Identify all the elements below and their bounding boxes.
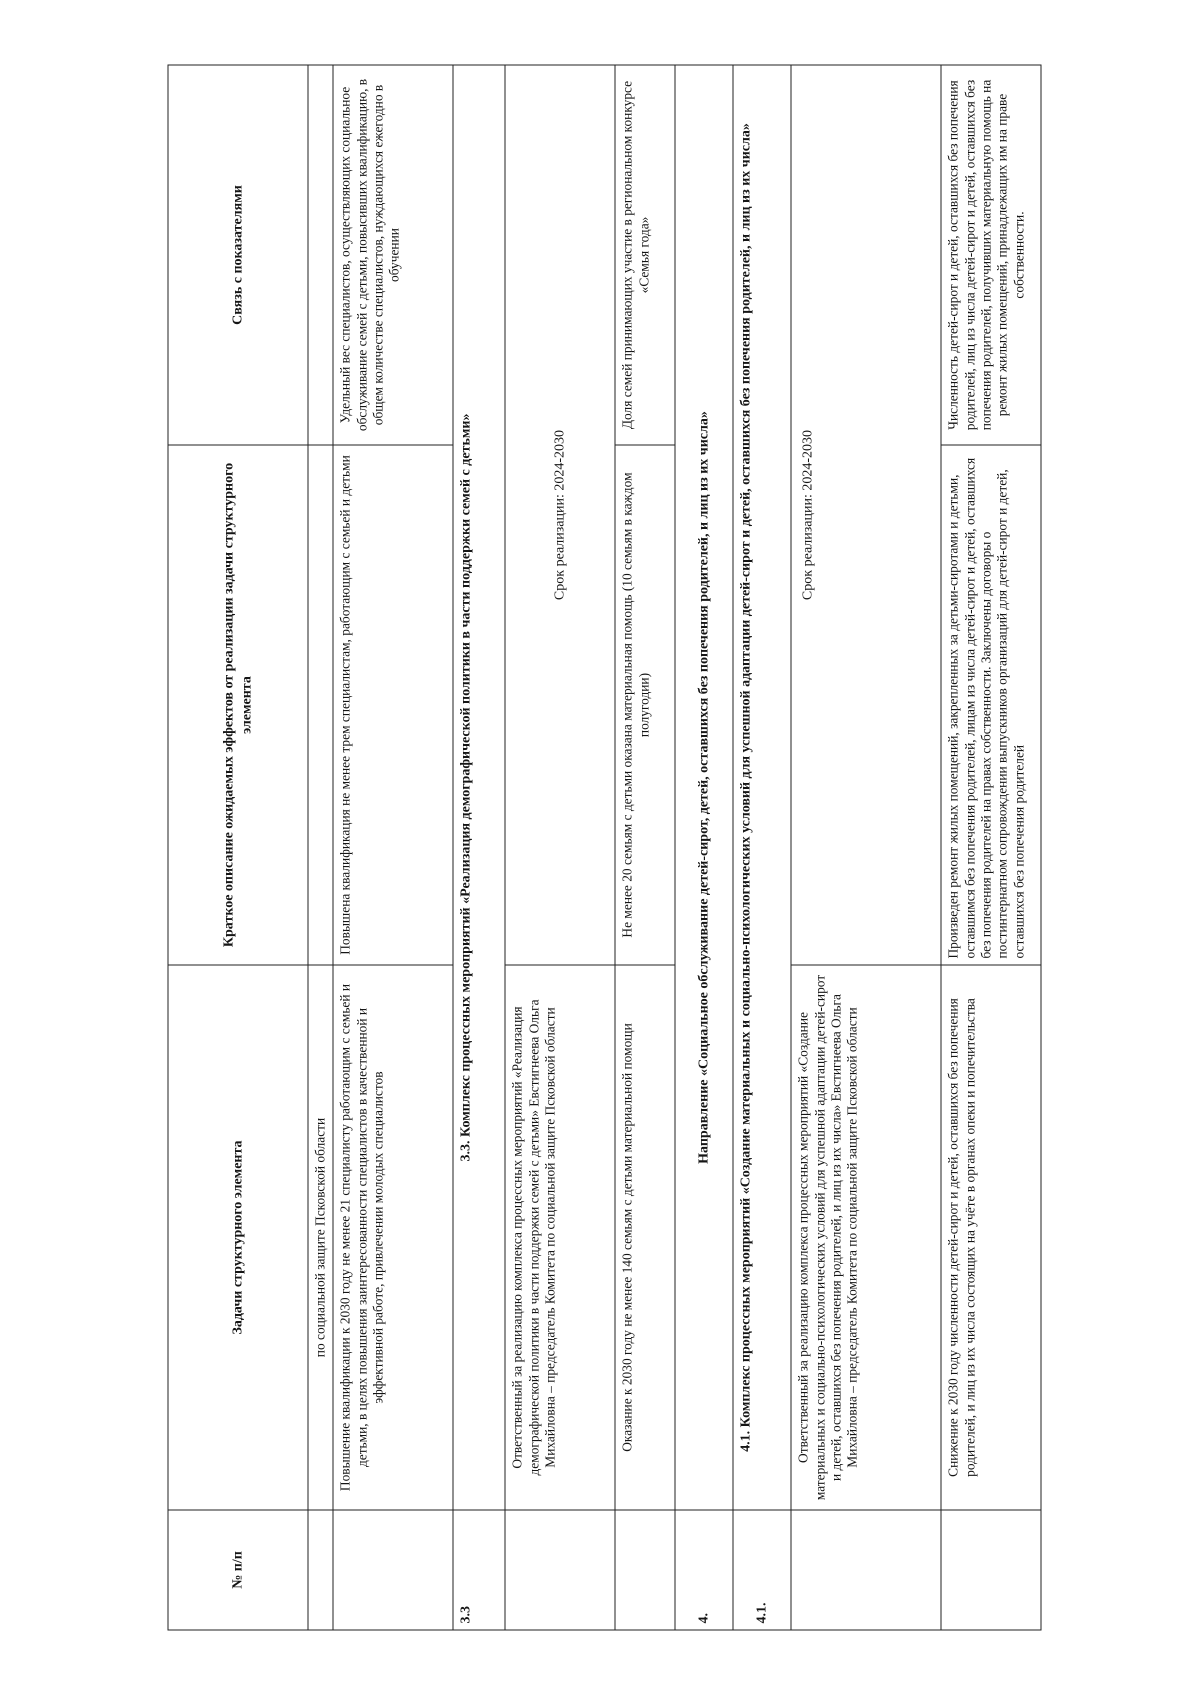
structural-elements-table xyxy=(168,65,1042,1631)
cell-num-empty xyxy=(615,1510,675,1630)
rotated-table-page xyxy=(168,66,1033,1631)
cell-num-4-1: 4.1. xyxy=(733,1510,791,1630)
table-row-continuation xyxy=(308,65,333,1630)
cell-task-qualification: Повышение квалификации к 2030 году не менее 21 специалисту работающим с семьей и детьми, в целях повышения заинтересованности специалистов в качественной и эффективной работе, привлечении молодых специалистов xyxy=(333,965,453,1510)
cell-num-empty xyxy=(941,1510,1041,1630)
header-num: № п/п xyxy=(168,1510,308,1630)
cell-srok-41: Срок реализации: 2024-2030 xyxy=(791,65,941,965)
header-tasks: Задачи структурного элемента xyxy=(168,965,308,1510)
cell-link-41: Численность детей-сирот и детей, оставшихся без попечения родителей, лиц из числа детей-сирот и детей, оставшихся без попечения родителей, получивших материальную помощь на ремонт жилых помещений, принадлежащих им на праве собственности. xyxy=(941,65,1041,445)
cell-srok-33: Срок реализации: 2024-2030 xyxy=(505,65,615,965)
cell-num-3-3: 3.3 xyxy=(453,1510,505,1630)
section-row-4 xyxy=(675,65,733,1630)
cell-task-41: Снижение к 2030 году численности детей-сирот и детей, оставшихся без попечения родителей, и лиц из их числа состоящих на учёте в органах опеки и попечительства xyxy=(941,965,1041,1510)
cell-num-empty xyxy=(791,1510,941,1630)
cell-effect-empty xyxy=(308,445,333,965)
cell-num-empty xyxy=(333,1510,453,1630)
cell-effect-33-help: Не менее 20 семьям с детьми оказана материальная помощь (10 семьям в каждом полугодии) xyxy=(615,445,675,965)
header-link: Связь с показателями xyxy=(168,65,308,445)
table-row-33-help xyxy=(615,65,675,1630)
section-row-4-1 xyxy=(733,65,791,1630)
cell-effect-qualification: Повышена квалификация не менее трем специалистам, работающим с семьей и детьми xyxy=(333,445,453,965)
cell-num-4: 4. xyxy=(675,1510,733,1630)
cell-effect-41: Произведен ремонт жилых помещений, закрепленных за детьми-сиротами и детьми, оставшимся без попечения родителей, лицам из числа детей-сирот и детей, оставшихся без попечения родителей на правах собственности. Заключены договоры о постинтернатном сопровождении выпускников организаций для детей-сирот и детей, оставшихся без попечения родителей xyxy=(941,445,1041,965)
cell-num-empty xyxy=(308,1510,333,1630)
cell-link-qualification: Удельный вес специалистов, осуществляющих социальное обслуживание семей с детьми, повысивших квалификацию, в общем количестве специалистов, нуждающихся ежегодно в обучении xyxy=(333,65,453,445)
cell-task-33-help: Оказание к 2030 году не менее 140 семьям с детьми материальной помощи xyxy=(615,965,675,1510)
table-row-33-responsible xyxy=(505,65,615,1630)
header-effects: Краткое описание ожидаемых эффектов от реализации задачи структурного элемента xyxy=(168,445,308,965)
section-title-4: Направление «Социальное обслуживание детей-сирот, детей, оставшихся без попечения родителей, и лиц из их числа» xyxy=(675,65,733,1510)
section-title-3-3: 3.3. Комплекс процессных мероприятий «Реализация демографической политики в части поддержки семей с детьми» xyxy=(453,65,505,1510)
cell-responsible-33: Ответственный за реализацию комплекса процессных мероприятий «Реализация демографической политики в части поддержки семей с детьми» Евстигнеева Ольга Михайловна – председатель Комитета по социальной защите Псковской области xyxy=(505,965,615,1510)
cell-task-continuation: по социальной защите Псковской области xyxy=(308,965,333,1510)
cell-link-33-help: Доля семей принимающих участие в региональном конкурсе «Семья года» xyxy=(615,65,675,445)
section-title-4-1: 4.1. Комплекс процессных мероприятий «Создание материальных и социально-психологических условий для успешной адаптации детей-сирот и детей, оставшихся без попечения родителей, и лиц из их числа» xyxy=(733,65,791,1510)
table-row-qualification xyxy=(333,65,453,1630)
cell-num-empty xyxy=(505,1510,615,1630)
header-row xyxy=(168,65,308,1630)
section-row-3-3 xyxy=(453,65,505,1630)
cell-link-empty xyxy=(308,65,333,445)
cell-responsible-41: Ответственный за реализацию комплекса процессных мероприятий «Создание материальных и социально-психологических условий для успешной адаптации детей-сирот и детей, оставшихся без попечения родителей, и лиц из их числа» Евстигнеева Ольга Михайловна – председатель Комитета по социальной защите Псковской области xyxy=(791,965,941,1510)
table-row-41-responsible xyxy=(791,65,941,1630)
table-row-41-task xyxy=(941,65,1041,1630)
